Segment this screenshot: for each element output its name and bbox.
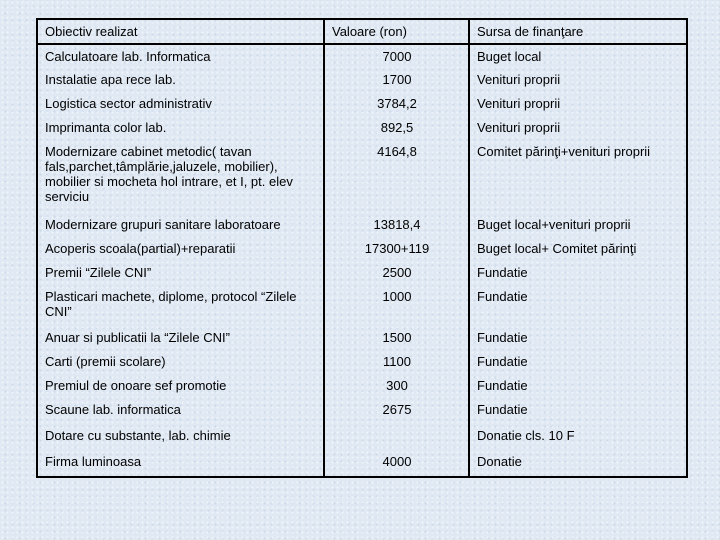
cell-objective: Acoperis scoala(partial)+reparatii (37, 237, 324, 261)
header-value: Valoare (ron) (324, 19, 469, 44)
table-row (37, 285, 687, 326)
table-header-row (37, 19, 687, 44)
cell-value: 1700 (324, 68, 469, 92)
cell-objective: Premiul de onoare sef promotie (37, 374, 324, 398)
cell-value (324, 424, 469, 450)
cell-objective: Modernizare grupuri sanitare laboratoare (37, 213, 324, 237)
table-row (37, 213, 687, 237)
table-row (37, 92, 687, 116)
table-row (37, 44, 687, 68)
cell-objective: Carti (premii scolare) (37, 350, 324, 374)
funding-table (36, 18, 688, 478)
header-source: Sursa de finanţare (469, 19, 687, 44)
cell-source: Fundatie (469, 350, 687, 374)
table-row (37, 261, 687, 285)
cell-source: Venituri proprii (469, 68, 687, 92)
cell-objective: Anuar si publicatii la “Zilele CNI” (37, 326, 324, 350)
table-row (37, 374, 687, 398)
cell-value: 1000 (324, 285, 469, 326)
cell-objective: Instalatie apa rece lab. (37, 68, 324, 92)
table-row (37, 116, 687, 140)
cell-value: 300 (324, 374, 469, 398)
cell-value: 1500 (324, 326, 469, 350)
cell-objective: Plasticari machete, diplome, protocol “Zilele CNI” (37, 285, 324, 326)
table-row (37, 398, 687, 424)
header-objective: Obiectiv realizat (37, 19, 324, 44)
funding-table-container (36, 18, 686, 476)
cell-source: Comitet părinţi+venituri proprii (469, 140, 687, 213)
cell-objective: Calculatoare lab. Informatica (37, 44, 324, 68)
cell-value: 2500 (324, 261, 469, 285)
cell-value: 13818,4 (324, 213, 469, 237)
cell-source: Fundatie (469, 374, 687, 398)
cell-objective: Dotare cu substante, lab. chimie (37, 424, 324, 450)
cell-source: Fundatie (469, 285, 687, 326)
table-row (37, 424, 687, 450)
cell-source: Buget local+ Comitet părinţi (469, 237, 687, 261)
cell-value: 2675 (324, 398, 469, 424)
cell-objective: Imprimanta color lab. (37, 116, 324, 140)
cell-value: 892,5 (324, 116, 469, 140)
cell-source: Donatie cls. 10 F (469, 424, 687, 450)
cell-source: Venituri proprii (469, 116, 687, 140)
cell-value: 1100 (324, 350, 469, 374)
table-row (37, 326, 687, 350)
cell-objective: Logistica sector administrativ (37, 92, 324, 116)
cell-source: Fundatie (469, 261, 687, 285)
cell-source: Donatie (469, 450, 687, 477)
cell-objective: Scaune lab. informatica (37, 398, 324, 424)
cell-source: Buget local+venituri proprii (469, 213, 687, 237)
cell-source: Buget local (469, 44, 687, 68)
cell-source: Fundatie (469, 326, 687, 350)
cell-value: 17300+119 (324, 237, 469, 261)
table-row (37, 350, 687, 374)
table-row (37, 237, 687, 261)
cell-objective: Premii “Zilele CNI” (37, 261, 324, 285)
cell-objective: Firma luminoasa (37, 450, 324, 477)
cell-source: Fundatie (469, 398, 687, 424)
table-row (37, 450, 687, 477)
table-row (37, 68, 687, 92)
cell-value: 4164,8 (324, 140, 469, 213)
cell-value: 3784,2 (324, 92, 469, 116)
cell-source: Venituri proprii (469, 92, 687, 116)
cell-value: 7000 (324, 44, 469, 68)
table-row (37, 140, 687, 213)
cell-objective: Modernizare cabinet metodic( tavan fals,parchet,tâmplărie,jaluzele, mobilier), mobilier si mocheta hol intrare, et I, pt. elev serviciu (37, 140, 324, 213)
cell-value: 4000 (324, 450, 469, 477)
